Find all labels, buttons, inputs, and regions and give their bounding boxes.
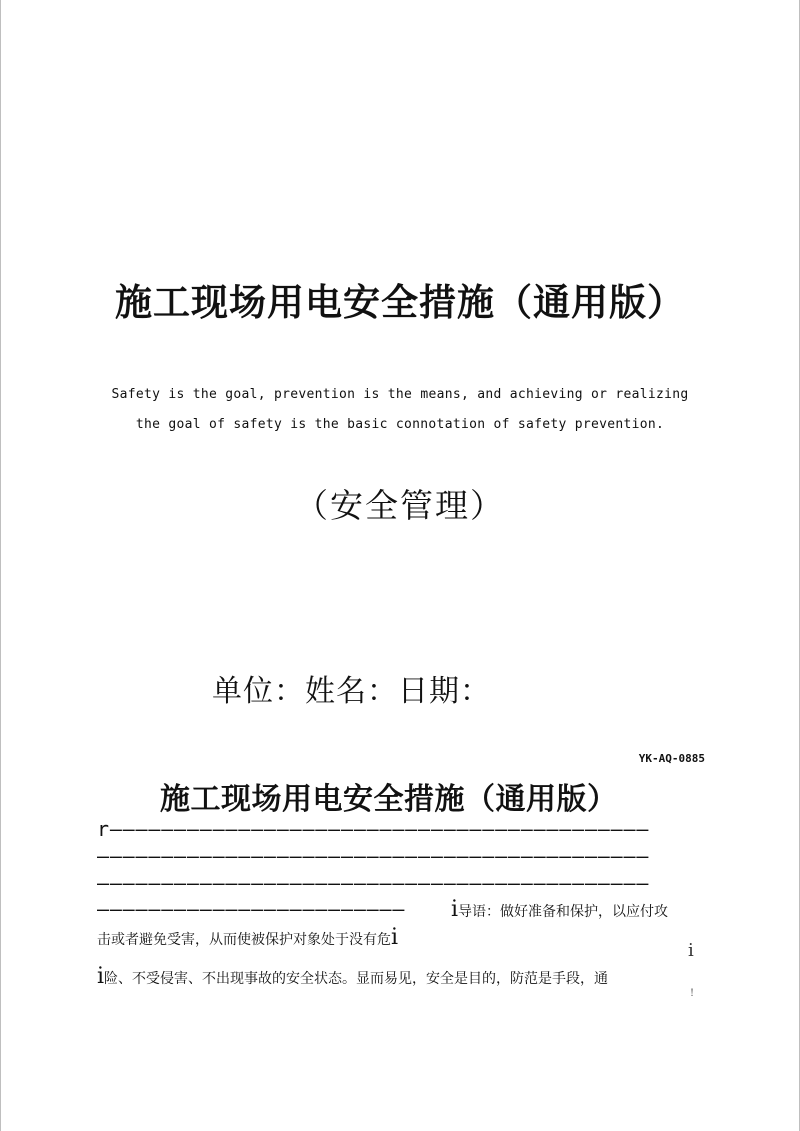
separator-line-4: ———————————————————————— [97,897,406,921]
document-title: 施工现场用电安全措施（通用版） [160,782,618,817]
separator-line-2: ——————————————————————————————————————————— [97,844,650,868]
cover-motto-line-1: Safety is the goal, prevention is the means, and achieving or realizing [111,387,689,402]
margin-mark: i [688,940,694,961]
intro-text-3: 险、不受侵害、不出现事故的安全状态。显而易见，安全是目的，防范是手段，通 [104,971,609,987]
intro-marker: i [451,897,459,922]
intro-text-2: 击或者避免受害，从而使被保护对象处于没有危 [97,932,391,948]
cover-title: 施工现场用电安全措施（通用版） [115,280,685,324]
intro-text-1: 导语：做好准备和保护，以应付攻 [458,904,669,920]
intro-line-2 [97,925,398,950]
intro-line-1 [451,897,668,922]
cover-motto-line-2: the goal of safety is the basic connotation of safety prevention. [135,417,665,432]
intro-marker: i [391,925,399,950]
margin-mark: ! [690,988,695,999]
cover-category: （安全管理） [295,486,505,525]
intro-line-3 [97,964,608,989]
page-edge-left [0,0,1,1131]
intro-marker: i [97,964,105,989]
separator-line-3: ——————————————————————————————————————————— [97,871,650,895]
cover-fields: 单位：姓名：日期： [212,674,491,709]
document-code: YK-AQ-0885 [638,752,705,765]
separator-line-1: r—————————————————————————————————————————— [97,817,650,841]
